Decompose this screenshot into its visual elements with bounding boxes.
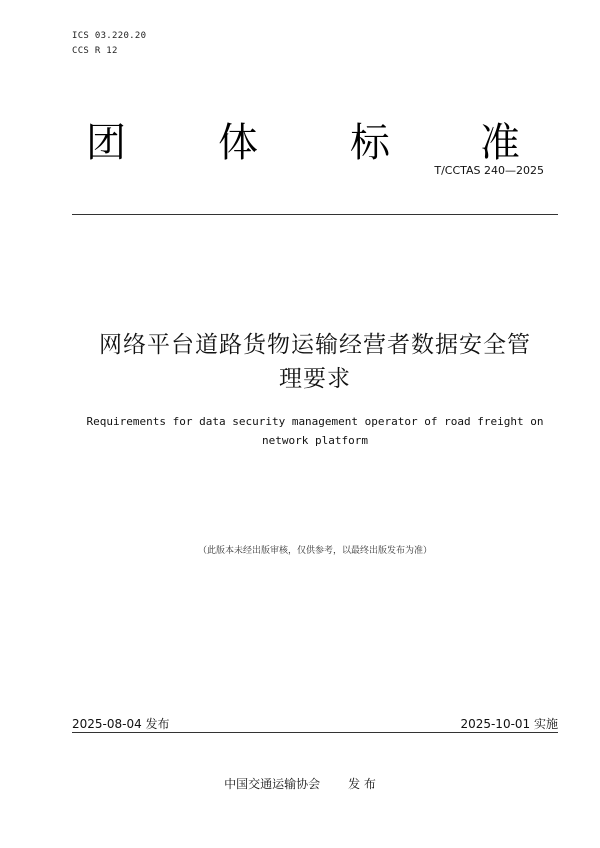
title-en-line: Requirements for data security management operator of road freight on — [86, 415, 544, 428]
ccs-code: CCS R 12 — [72, 46, 118, 56]
standard-number: T/CCTAS 240—2025 — [434, 164, 544, 177]
standard-type-char: 体 — [218, 120, 258, 166]
title-cn-line: 网络平台道路货物运输经营者数据安全管 — [99, 332, 531, 358]
publisher-action: 发 布 — [348, 777, 376, 791]
document-title-en — [60, 412, 570, 450]
document-title-cn — [60, 328, 570, 396]
title-en-line: network platform — [262, 434, 368, 447]
top-divider — [72, 214, 558, 215]
standard-type-char: 标 — [350, 120, 390, 166]
issue-date: 2025-08-04 发布 — [72, 717, 170, 731]
standard-type-char: 团 — [86, 120, 126, 166]
implementation-date: 2025-10-01 实施 — [460, 717, 558, 731]
standard-type-char: 准 — [480, 120, 520, 166]
draft-note: （此版本未经出版审核，仅供参考，以最终出版发布为准） — [197, 546, 432, 556]
publisher-org: 中国交通运输协会 — [224, 777, 321, 791]
bottom-divider — [72, 732, 558, 733]
ics-code: ICS 03.220.20 — [72, 31, 147, 41]
standard-type-heading — [72, 118, 558, 168]
title-cn-line: 理要求 — [279, 366, 351, 392]
publisher — [0, 775, 600, 792]
